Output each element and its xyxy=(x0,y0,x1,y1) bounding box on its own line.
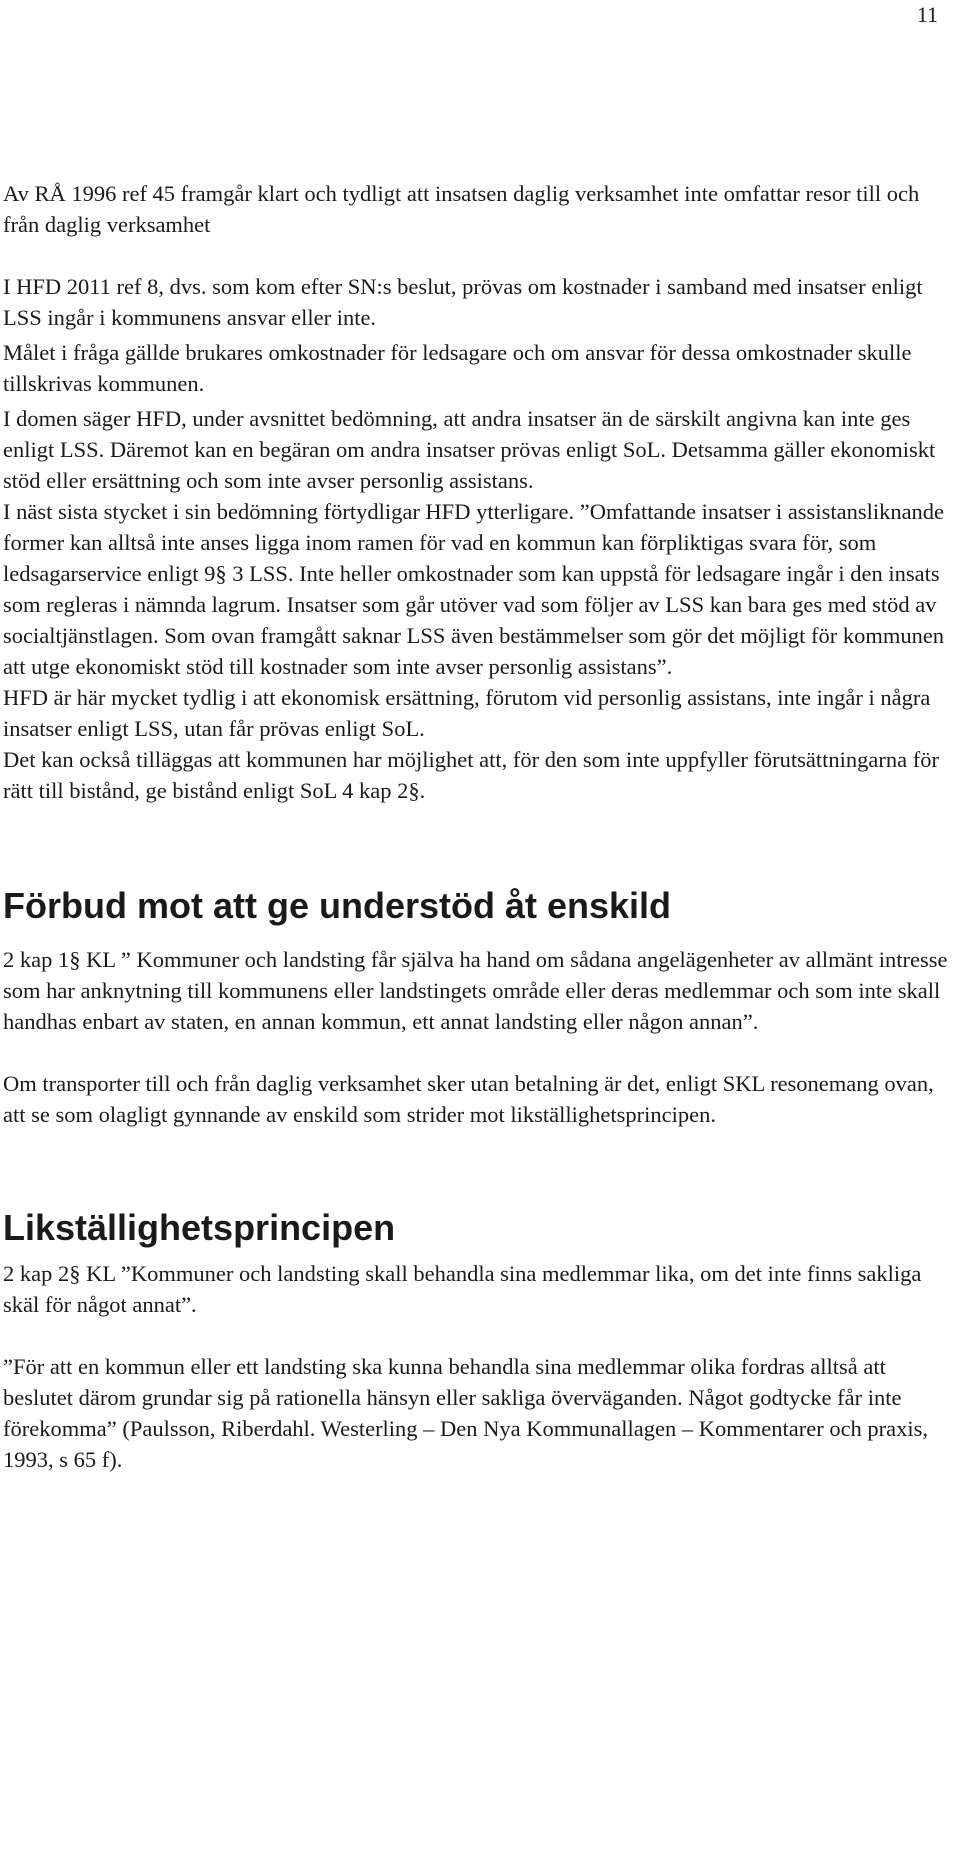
paragraph-bedomning-quote: I näst sista stycket i sin bedömning förtydligar HFD ytterligare. ”Omfattande insatser i assistansliknande former kan alltså inte anses ligga inom ramen för vad en kommun kan förpliktigas svara för, som ledsagarservice enligt 9§ 3 LSS. Inte heller omkostnader som kan uppstå för ledsagare ingår i den insats som regleras i nämnda lagrum. Insatser som går utöver vad som följer av LSS kan bara ges med stöd av socialtjänstlagen. Som ovan framgått saknar LSS även bestämmelser som gör det möjligt för kommunen att utge ekonomiskt stöd till kostnader som inte avser personlig assistans”. xyxy=(3,499,945,679)
paragraph-citat-paulsson: ”För att en kommun eller ett landsting ska kunna behandla sina medlemmar olika fordras alltså att beslutet därom grundar sig på rationella hänsyn eller sakliga överväganden. Något godtycke får inte förekomma” (Paulsson, Riberdahl. Westerling – Den Nya Kommunallagen – Kommentarer och praxis, 1993, s 65 f). xyxy=(3,1354,929,1472)
paragraph-2-kap-2: 2 kap 2§ KL ”Kommuner och landsting skall behandla sina medlemmar lika, om det inte finns sakliga skäl för något annat”. xyxy=(3,1261,922,1317)
document-body xyxy=(3,178,951,1475)
paragraph-hfd-2011: I HFD 2011 ref 8, dvs. som kom efter SN:s beslut, prövas om kostnader i samband med insatser enligt LSS ingår i kommunens ansvar eller inte. xyxy=(3,274,923,330)
section-heading-likstallighet: Likställighetsprincipen xyxy=(3,1207,396,1248)
paragraph-malet: Målet i fråga gällde brukares omkostnader för ledsagare och om ansvar för dessa omkostnader skulle tillskrivas kommunen. xyxy=(3,340,912,396)
page-number: 11 xyxy=(916,2,938,27)
paragraph-transporter: Om transporter till och från daglig verksamhet sker utan betalning är det, enligt SKL resonemang ovan, att se som olagligt gynnande av enskild som strider mot likställighetsprincipen. xyxy=(3,1071,934,1127)
paragraph-tillaggas: Det kan också tilläggas att kommunen har möjlighet att, för den som inte uppfyller förutsättningarna för rätt till bistånd, ge bistånd enligt SoL 4 kap 2§. xyxy=(3,747,940,803)
paragraph-hfd-tydlig: HFD är här mycket tydlig i att ekonomisk ersättning, förutom vid personlig assistans, inte ingår i några insatser enligt LSS, utan får prövas enligt SoL. xyxy=(3,685,931,741)
section-heading-forbud: Förbud mot att ge understöd åt enskild xyxy=(3,885,672,926)
paragraph-ra-1996: Av RÅ 1996 ref 45 framgår klart och tydligt att insatsen daglig verksamhet inte omfattar resor till och från daglig verksamhet xyxy=(3,181,920,237)
paragraph-domen: I domen säger HFD, under avsnittet bedömning, att andra insatser än de särskilt angivna kan inte ges enligt LSS. Däremot kan en begäran om andra insatser prövas enligt SoL. Detsamma gäller ekonomiskt stöd eller ersättning och som inte avser personlig assistans. xyxy=(3,406,936,493)
paragraph-2-kap-1: 2 kap 1§ KL ” Kommuner och landsting får själva ha hand om sådana angelägenheter av allmänt intresse som har anknytning till kommunens eller landstingets område eller deras medlemmar och som inte skall handhas enbart av staten, en annan kommun, ett annat landsting eller någon annan”. xyxy=(3,947,948,1034)
